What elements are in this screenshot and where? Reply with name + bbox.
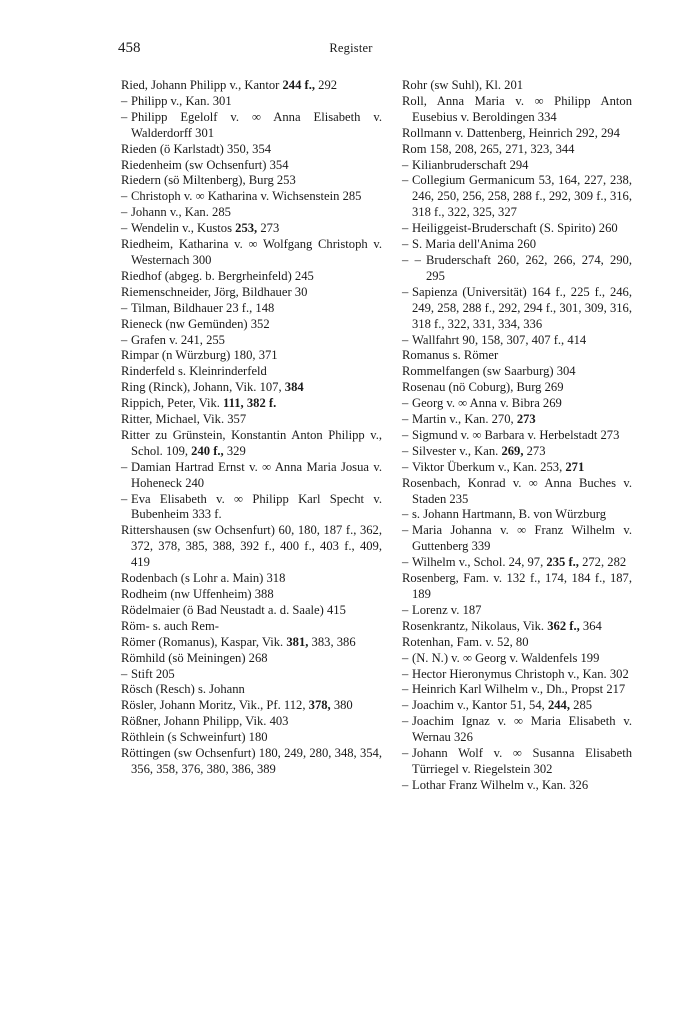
entry-text: Riedhof (abgeg. b. Bergrheinfeld) 245 xyxy=(121,268,314,283)
entry-text: 380 xyxy=(330,698,353,713)
index-entry xyxy=(121,603,382,619)
entry-text: Römhild (sö Meiningen) 268 xyxy=(121,650,268,665)
index-subentry xyxy=(402,682,632,698)
index-entry xyxy=(121,396,382,412)
entry-text: Rieden (ö Karlstadt) 350, 354 xyxy=(121,141,272,156)
entry-text: Georg v. ∞ Anna v. Bibra 269 xyxy=(412,396,562,411)
page-number: 458 xyxy=(118,40,141,56)
entry-text: Maria Johanna v. ∞ Franz Wilhelm v. Guttenberg 339 xyxy=(412,523,632,554)
entry-text: Rodenbach (s Lohr a. Main) 318 xyxy=(121,571,286,586)
index-entry xyxy=(121,635,382,651)
index-subentry xyxy=(402,237,632,253)
entry-text: Röm- s. auch Rem- xyxy=(121,618,219,633)
entry-text: Christoph v. ∞ Katharina v. Wichsenstein 285 xyxy=(131,189,362,204)
index-subentry xyxy=(402,523,632,555)
index-entry xyxy=(402,635,632,651)
index-entry xyxy=(402,348,632,364)
entry-text: Rosenkrantz, Nikolaus, Vik. xyxy=(402,618,548,633)
index-subentry xyxy=(402,333,632,349)
index-entry xyxy=(402,476,632,508)
index-subentry xyxy=(402,746,632,778)
entry-text: 329 xyxy=(223,443,246,458)
index-subentry xyxy=(121,94,382,110)
index-subentry xyxy=(402,444,632,460)
entry-text: Martin v., Kan. 270, xyxy=(412,412,517,427)
index-subentry xyxy=(121,492,382,524)
index-entry xyxy=(121,428,382,460)
index-subentry xyxy=(402,173,632,221)
index-subentry xyxy=(402,221,632,237)
index-entry xyxy=(121,651,382,667)
index-entry xyxy=(121,587,382,603)
entry-text: Ritter, Michael, Vik. 357 xyxy=(121,412,247,427)
entry-text: Philipp v., Kan. 301 xyxy=(131,93,232,108)
entry-text: Römer (Romanus), Kaspar, Vik. xyxy=(121,634,287,649)
entry-text: Wendelin v., Kustos xyxy=(131,221,236,236)
index-entry xyxy=(121,714,382,730)
index-entry xyxy=(402,78,632,94)
index-entry xyxy=(121,317,382,333)
index-subentry xyxy=(121,667,382,683)
bold-page-ref: 273 xyxy=(516,412,536,427)
entry-text: Sapienza (Universität) 164 f., 225 f., 246, 249, 258, 288 f., 292, 294 f., 301, 309, 316, 318 f., 322, 331, 334, 336 xyxy=(412,284,632,331)
entry-text: Rösler, Johann Moritz, Vik., Pf. 112, xyxy=(121,698,309,713)
index-subentry xyxy=(402,651,632,667)
entry-text: Rittershausen (sw Ochsenfurt) 60, 180, 187 f., 362, 372, 378, 385, 388, 392 f., 400 f., 403 f., 409, 419 xyxy=(121,523,382,570)
entry-text: Johann Wolf v. ∞ Susanna Elisabeth Türriegel v. Riegelstein 302 xyxy=(412,746,632,776)
index-entry xyxy=(402,571,632,603)
entry-text: Philipp Egelolf v. ∞ Anna Elisabeth v. Walderdorff 301 xyxy=(131,109,382,140)
index-entry xyxy=(121,237,382,269)
index-subentry xyxy=(121,460,382,492)
bold-page-ref: 362 f., xyxy=(547,618,580,633)
bold-page-ref: 235 f., xyxy=(546,555,579,570)
bold-page-ref: 240 f., xyxy=(191,443,224,458)
entry-text: Rom 158, 208, 265, 271, 323, 344 xyxy=(402,141,575,156)
index-entry xyxy=(402,619,632,635)
bold-page-ref: 244, xyxy=(547,698,570,713)
index-subentry xyxy=(121,333,382,349)
entry-text: 364 xyxy=(579,618,602,633)
index-subentry xyxy=(402,698,632,714)
entry-text: Hector Hieronymus Christoph v., Kan. 302 xyxy=(412,666,629,681)
entry-text: Rosenau (nö Coburg), Burg 269 xyxy=(402,380,564,395)
entry-text: Rimpar (n Würzburg) 180, 371 xyxy=(121,348,278,363)
entry-text: Riedheim, Katharina v. ∞ Wolfgang Christoph v. Westernach 300 xyxy=(121,237,382,267)
index-subentry xyxy=(402,555,632,571)
index-subentry xyxy=(402,412,632,428)
index-entry xyxy=(121,348,382,364)
index-subentry xyxy=(402,603,632,619)
bold-page-ref: 271 xyxy=(565,459,585,474)
index-entry xyxy=(121,380,382,396)
entry-text: Sigmund v. ∞ Barbara v. Herbelstadt 273 xyxy=(412,427,620,442)
index-subentry xyxy=(121,110,382,142)
index-subentry xyxy=(121,221,382,237)
entry-text: Romanus s. Römer xyxy=(402,348,499,363)
entry-text: Bruderschaft 260, 262, 266, 274, 290, 295 xyxy=(426,252,632,283)
entry-text: Joachim v., Kantor 51, 54, xyxy=(412,698,548,713)
entry-text: Viktor Überkum v., Kan. 253, xyxy=(412,459,566,474)
entry-text: 273 xyxy=(523,443,546,458)
entry-text: Rollmann v. Dattenberg, Heinrich 292, 294 xyxy=(402,125,620,140)
index-entry xyxy=(121,158,382,174)
entry-text: Rommelfangen (sw Saarburg) 304 xyxy=(402,364,576,379)
index-entry xyxy=(121,142,382,158)
index-entry xyxy=(121,746,382,778)
index-subentry xyxy=(402,285,632,333)
index-entry xyxy=(121,523,382,571)
entry-text: 292 xyxy=(315,78,338,92)
entry-text: Rodheim (nw Uffenheim) 388 xyxy=(121,587,274,601)
entry-text: Rößner, Johann Philipp, Vik. 403 xyxy=(121,714,289,729)
index-column-right xyxy=(402,78,632,794)
entry-text: Joachim Ignaz v. ∞ Maria Elisabeth v. Wernau 326 xyxy=(412,714,632,745)
entry-text: Ritter zu Grünstein, Konstantin Anton Philipp v., Schol. 109, xyxy=(121,427,382,458)
entry-text: Rosenberg, Fam. v. 132 f., 174, 184 f., 187, 189 xyxy=(402,571,632,601)
index-entry xyxy=(121,619,382,635)
entry-text: Ried, Johann Philipp v., Kantor xyxy=(121,78,283,92)
entry-text: 272, 282 xyxy=(578,555,627,570)
bold-page-ref: 253, xyxy=(235,221,258,236)
index-subentry xyxy=(121,189,382,205)
bold-page-ref: 381, xyxy=(286,634,309,649)
entry-text: Johann v., Kan. 285 xyxy=(131,205,231,220)
index-entry xyxy=(402,94,632,126)
index-entry xyxy=(121,571,382,587)
entry-text: Ring (Rinck), Johann, Vik. 107, xyxy=(121,380,285,395)
entry-text: Lothar Franz Wilhelm v., Kan. 326 xyxy=(412,777,589,792)
index-entry xyxy=(121,682,382,698)
bold-page-ref: 269, xyxy=(501,443,524,458)
entry-text: S. Maria dell'Anima 260 xyxy=(412,237,536,252)
index-entry xyxy=(402,380,632,396)
index-entry xyxy=(121,730,382,746)
entry-text: Stift 205 xyxy=(131,666,175,681)
index-subentry xyxy=(402,778,632,794)
running-title: Register xyxy=(329,41,373,55)
entry-text: Röttingen (sw Ochsenfurt) 180, 249, 280, 348, 354, 356, 358, 376, 380, 386, 389 xyxy=(121,746,382,776)
index-subentry xyxy=(402,396,632,412)
index-entry xyxy=(121,285,382,301)
entry-text: Roll, Anna Maria v. ∞ Philipp Anton Eusebius v. Beroldingen 334 xyxy=(402,93,632,124)
index-subentry xyxy=(402,253,632,285)
entry-text: Riedern (sö Miltenberg), Burg 253 xyxy=(121,173,296,188)
entry-text: Rödelmaier (ö Bad Neustadt a. d. Saale) 415 xyxy=(121,602,346,617)
entry-text: Rieneck (nw Gemünden) 352 xyxy=(121,316,270,331)
entry-text: Grafen v. 241, 255 xyxy=(131,332,225,347)
index-entry xyxy=(402,142,632,158)
entry-text: Rosenbach, Konrad v. ∞ Anna Buches v. Staden 235 xyxy=(402,475,632,506)
bold-page-ref: 384 xyxy=(284,380,304,395)
index-subentry xyxy=(402,428,632,444)
index-entry xyxy=(121,412,382,428)
entry-text: Eva Elisabeth v. ∞ Philipp Karl Specht v. Bubenheim 333 f. xyxy=(131,491,382,522)
entry-text: Riemenschneider, Jörg, Bildhauer 30 xyxy=(121,284,308,299)
index-entry xyxy=(121,698,382,714)
index-subentry xyxy=(402,714,632,746)
entry-text: Tilman, Bildhauer 23 f., 148 xyxy=(131,300,275,315)
bold-page-ref: 378, xyxy=(308,698,331,713)
index-entry xyxy=(121,173,382,189)
index-subentry xyxy=(121,205,382,221)
entry-text: Rotenhan, Fam. v. 52, 80 xyxy=(402,634,529,649)
index-subentry xyxy=(402,507,632,523)
entry-text: Wilhelm v., Schol. 24, 97, xyxy=(412,555,547,570)
entry-text: Röthlein (s Schweinfurt) 180 xyxy=(121,730,268,745)
entry-text: 383, 386 xyxy=(308,634,356,649)
index-subentry xyxy=(402,460,632,476)
index-subentry xyxy=(121,301,382,317)
index-entry xyxy=(402,126,632,142)
bold-page-ref: 244 f., xyxy=(282,78,316,92)
entry-text: Wallfahrt 90, 158, 307, 407 f., 414 xyxy=(412,332,587,347)
entry-text: Heiliggeist-Bruderschaft (S. Spirito) 260 xyxy=(412,221,618,236)
index-subentry xyxy=(402,158,632,174)
entry-text: (N. N.) v. ∞ Georg v. Waldenfels 199 xyxy=(412,650,600,665)
entry-text: 273 xyxy=(257,221,280,236)
index-subentry xyxy=(402,667,632,683)
entry-text: Collegium Germanicum 53, 164, 227, 238, 246, 250, 256, 258, 288 f., 292, 309 f., 316, 318 f., 322, 325, 327 xyxy=(412,173,632,220)
entry-text: Silvester v., Kan. xyxy=(412,443,502,458)
bold-page-ref: 111, 382 f. xyxy=(223,396,277,411)
entry-text: Rinderfeld s. Kleinrinderfeld xyxy=(121,364,267,379)
index-entry xyxy=(121,364,382,380)
entry-text: Rippich, Peter, Vik. xyxy=(121,396,224,411)
index-entry xyxy=(402,364,632,380)
index-entry xyxy=(121,78,382,94)
entry-text: Riedenheim (sw Ochsenfurt) 354 xyxy=(121,157,289,172)
entry-text: Damian Hartrad Ernst v. ∞ Anna Maria Josua v. Hoheneck 240 xyxy=(131,459,382,490)
entry-text: Rösch (Resch) s. Johann xyxy=(121,682,245,697)
entry-text: s. Johann Hartmann, B. von Würzburg xyxy=(412,507,607,522)
entry-text: Rohr (sw Suhl), Kl. 201 xyxy=(402,78,524,92)
index-column-left xyxy=(121,78,382,778)
page-header xyxy=(118,40,584,58)
index-entry xyxy=(121,269,382,285)
entry-text: 285 xyxy=(570,698,593,713)
entry-text: Heinrich Karl Wilhelm v., Dh., Propst 217 xyxy=(412,682,626,697)
entry-text: Kilianbruderschaft 294 xyxy=(412,157,529,172)
entry-text: Lorenz v. 187 xyxy=(412,602,482,617)
